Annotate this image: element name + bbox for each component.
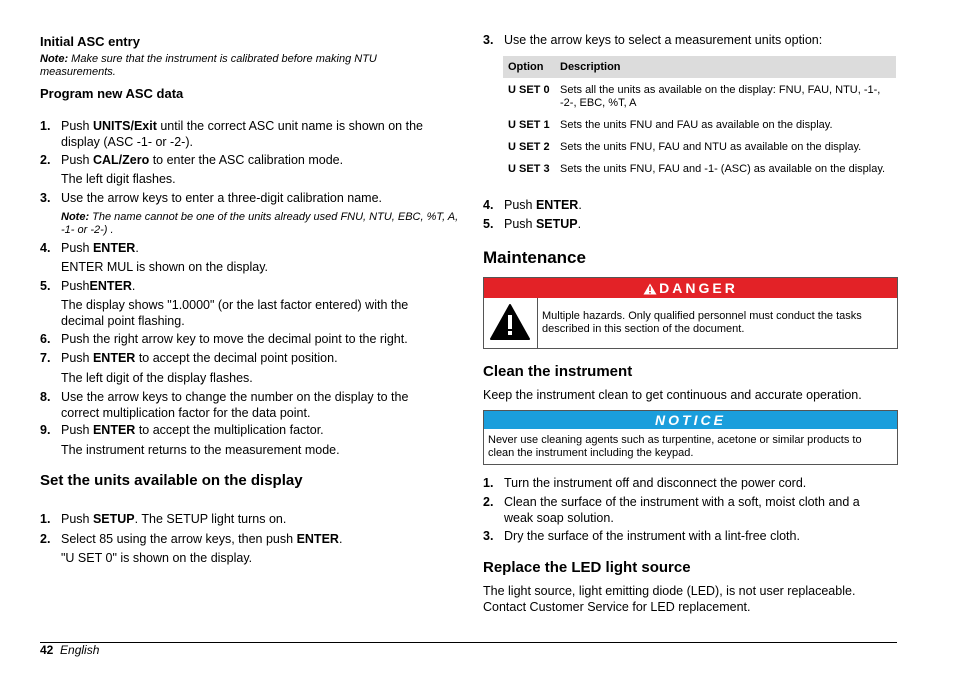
led-text: The light source, light emitting diode (LED), is not user replaceable. Contact Customer Service for LED replacement. bbox=[483, 584, 856, 614]
step3-note: Note: The name cannot be one of the units already used FNU, NTU, EBC, %T, A, -1- or -2-) . bbox=[61, 211, 459, 236]
program-asc-heading: Program new ASC data bbox=[40, 86, 184, 101]
warning-triangle-icon bbox=[643, 280, 657, 300]
initial-asc-note: Note: Make sure that the instrument is calibrated before making NTU measurements. bbox=[40, 53, 377, 78]
page-number: 42 bbox=[40, 643, 54, 657]
danger-label: DANGER bbox=[659, 280, 738, 296]
step7-result: The left digit of the display flashes. bbox=[61, 371, 253, 385]
maintenance-heading: Maintenance bbox=[483, 248, 586, 267]
danger-header bbox=[484, 278, 897, 298]
danger-text: Multiple hazards. Only qualified personnel must conduct the tasks described in this section of the document. bbox=[542, 310, 862, 335]
units-heading: Set the units available on the display bbox=[40, 472, 303, 489]
step2-result: The left digit flashes. bbox=[61, 172, 176, 186]
step5-result: The display shows "1.0000" (or the last factor entered) with the decimal point flashing. bbox=[61, 298, 409, 328]
header-description: Description bbox=[560, 61, 621, 73]
clean-intro: Keep the instrument clean to get continuous and accurate operation. bbox=[483, 388, 862, 402]
danger-icon-cell bbox=[484, 298, 538, 348]
header-option: Option bbox=[508, 61, 544, 73]
units-step2-result: "U SET 0" is shown on the display. bbox=[61, 551, 253, 565]
led-heading: Replace the LED light source bbox=[483, 559, 691, 576]
footer-language: English bbox=[60, 643, 100, 657]
danger-warning-icon bbox=[489, 303, 531, 346]
step4-result: ENTER MUL is shown on the display. bbox=[61, 260, 269, 274]
danger-box bbox=[483, 277, 898, 349]
notice-box bbox=[483, 410, 898, 465]
notice-text: Never use cleaning agents such as turpentine, acetone or similar products to clean the instrument including the keypad. bbox=[488, 434, 862, 459]
table-header bbox=[503, 56, 896, 78]
step9-result: The instrument returns to the measurement mode. bbox=[61, 443, 340, 457]
notice-label: NOTICE bbox=[484, 411, 897, 429]
initial-asc-heading: Initial ASC entry bbox=[40, 34, 140, 49]
clean-heading: Clean the instrument bbox=[483, 363, 633, 380]
page-footer bbox=[40, 643, 99, 657]
footer-divider bbox=[40, 642, 897, 643]
units-option-table: Option Description U SET 0 Sets all the units as available on the display: FNU, FAU, NTU, -1-, -2-, EBC, %T, A U SET 1 Sets the units FNU and FAU as available on the display. U SET 2 Sets the units FNU, FAU and NTU as available on the display. U SET 3 Sets the units FNU, FAU and -1- (ASC) as available on the display. bbox=[503, 56, 896, 196]
